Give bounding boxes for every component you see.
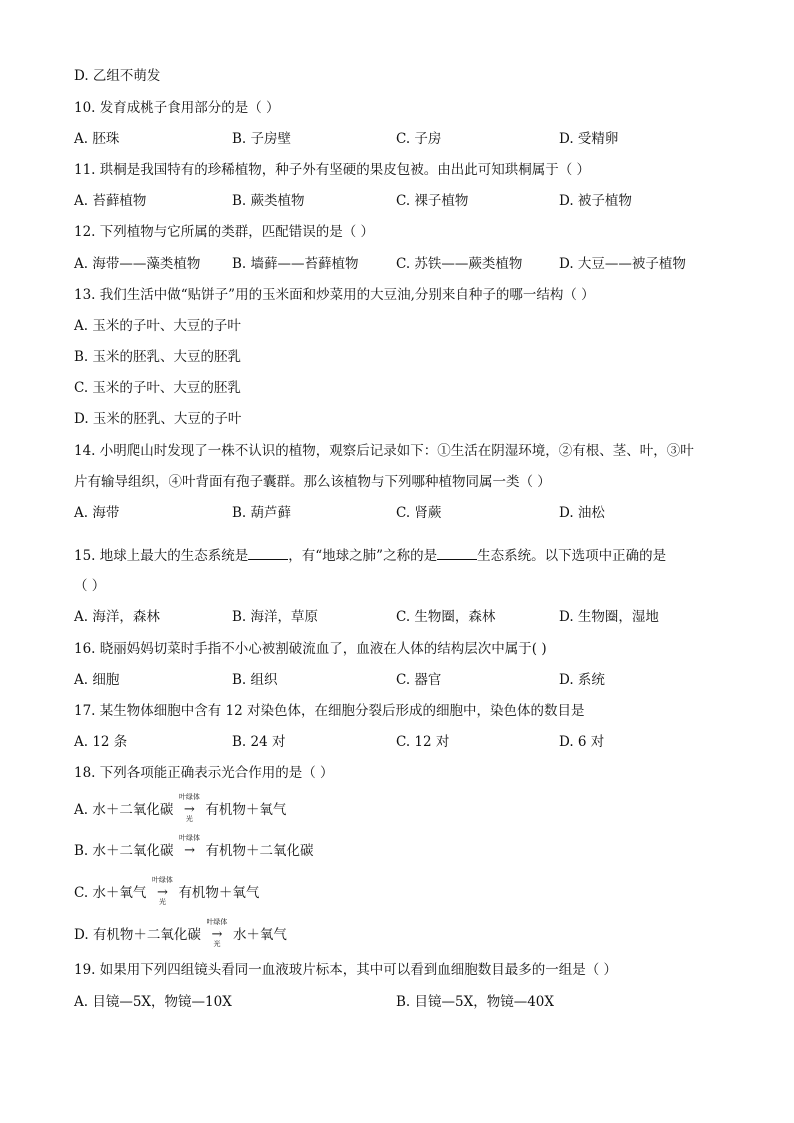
q16-option-c: C. 器官 [396, 672, 442, 688]
q13-option-d: D. 玉米的胚乳、大豆的子叶 [74, 411, 242, 427]
q15-stem-line1 [74, 545, 666, 565]
q18-option-c-label: C. [74, 885, 89, 901]
arrow-bottom-label: 光 [213, 940, 221, 948]
q11-option-a: A. 苔藓植物 [74, 193, 147, 209]
q18-option-d [74, 918, 287, 948]
q15-stem-part-a: 15. 地球上最大的生态系统是 [74, 548, 249, 564]
q18-option-d-reactants: 有机物＋二氧化碳 [92, 927, 201, 943]
q11-option-b: B. 蕨类植物 [232, 193, 305, 209]
q15-stem-part-b: ，有“地球之肺”之称的是 [288, 548, 438, 564]
q18-option-c-products: 有机物＋氧气 [178, 885, 260, 901]
q18-option-b-reactants: 水＋二氧化碳 [92, 843, 174, 859]
q18-option-d-products: 水＋氧气 [232, 927, 287, 943]
arrow-top-label: 叶绿体 [179, 834, 201, 842]
q17-option-a: A. 12 条 [74, 734, 128, 750]
q16-stem: 16. 晓丽妈妈切菜时手指不小心被割破流血了，血液在人体的结构层次中属于( ) [74, 641, 547, 657]
q10-stem: 10. 发育成桃子食用部分的是（ ） [74, 100, 280, 116]
q19-option-b: B. 目镜—5X，物镜—40X [396, 994, 554, 1010]
q18-stem: 18. 下列各项能正确表示光合作用的是（ ） [74, 765, 334, 781]
q17-stem: 17. 某生物体细胞中含有 12 对染色体，在细胞分裂后形成的细胞中，染色体的数目是 [74, 703, 585, 719]
reaction-arrow-icon: 叶绿体 → 光 [147, 883, 177, 903]
q13-option-b: B. 玉米的胚乳、大豆的胚乳 [74, 349, 242, 365]
q14-option-a: A. 海带 [74, 505, 120, 521]
q13-stem: 13. 我们生活中做“贴饼子”用的玉米面和炒菜用的大豆油,分别来自种子的哪一结构（ ） [74, 287, 595, 303]
q18-option-c [74, 876, 260, 906]
q13-option-a: A. 玉米的子叶、大豆的子叶 [74, 318, 241, 334]
q17-option-c: C. 12 对 [396, 734, 450, 750]
q14-stem-line2: 片有输导组织，④叶背面有孢子囊群。那么该植物与下列哪种植物同属一类（ ） [74, 474, 551, 490]
q18-option-b-label: B. [74, 843, 89, 859]
q16-option-a: A. 细胞 [74, 672, 120, 688]
arrow-top-label: 叶绿体 [206, 918, 228, 926]
q11-option-c: C. 裸子植物 [396, 193, 469, 209]
arrow-bottom-label: 光 [158, 898, 166, 906]
q15-option-b: B. 海洋，草原 [232, 609, 319, 625]
q10-option-d: D. 受精卵 [559, 131, 619, 147]
q10-option-b: B. 子房壁 [232, 131, 292, 147]
q14-option-d: D. 油松 [559, 505, 605, 521]
q12-stem: 12. 下列植物与它所属的类群，匹配错误的是（ ） [74, 224, 375, 240]
q18-option-d-label: D. [74, 927, 89, 943]
q14-option-c: C. 肾蕨 [396, 505, 442, 521]
q11-option-d: D. 被子植物 [559, 193, 632, 209]
q15-stem-part-c: 生态系统。以下选项中正确的是 [477, 548, 667, 564]
reaction-arrow-icon: 叶绿体 → [175, 841, 205, 861]
q18-option-a-reactants: 水＋二氧化碳 [92, 802, 174, 818]
q15-option-d: D. 生物圈，湿地 [559, 609, 659, 625]
q15-option-a: A. 海洋，森林 [74, 609, 160, 625]
arrow-top-label: 叶绿体 [151, 876, 173, 884]
q12-option-a: A. 海带——藻类植物 [74, 256, 201, 272]
q18-option-a-label: A. [74, 802, 89, 818]
q16-option-b: B. 组织 [232, 672, 278, 688]
q14-stem-line1: 14. 小明爬山时发现了一株不认识的植物，观察后记录如下：①生活在阴湿环境，②有根、茎、叶，③叶 [74, 443, 694, 459]
q18-option-b-products: 有机物＋二氧化碳 [205, 843, 314, 859]
q10-option-a: A. 胚珠 [74, 131, 120, 147]
answer-blank-1[interactable] [248, 545, 288, 560]
q18-option-a-products: 有机物＋氧气 [205, 802, 287, 818]
q9-option-d: D. 乙组不萌发 [74, 68, 161, 84]
q18-option-a [74, 793, 287, 823]
arrow-top-label: 叶绿体 [178, 793, 200, 801]
q19-option-a: A. 目镜—5X，物镜—10X [74, 994, 232, 1010]
q11-stem: 11. 珙桐是我国特有的珍稀植物，种子外有坚硬的果皮包被。由出此可知珙桐属于（ ） [74, 162, 591, 178]
reaction-arrow-icon: 叶绿体 → 光 [174, 800, 204, 820]
q12-option-d: D. 大豆——被子植物 [559, 256, 686, 272]
q17-option-b: B. 24 对 [232, 734, 286, 750]
arrow-bottom-label: 光 [185, 815, 193, 823]
q13-option-c: C. 玉米的子叶、大豆的胚乳 [74, 380, 241, 396]
q18-option-c-reactants: 水＋氧气 [92, 885, 147, 901]
answer-blank-2[interactable] [437, 545, 477, 560]
q15-stem-line2: （ ） [74, 578, 106, 594]
q16-option-d: D. 系统 [559, 672, 605, 688]
q15-option-c: C. 生物圈，森林 [396, 609, 496, 625]
q17-option-d: D. 6 对 [559, 734, 605, 750]
reaction-arrow-icon: 叶绿体 → 光 [202, 925, 232, 945]
q10-option-c: C. 子房 [396, 131, 442, 147]
q14-option-b: B. 葫芦藓 [232, 505, 292, 521]
q12-option-b: B. 墙藓——苔藓植物 [232, 256, 359, 272]
q19-stem: 19. 如果用下列四组镜头看同一血液玻片标本，其中可以看到血细胞数目最多的一组是（ ） [74, 962, 618, 978]
q12-option-c: C. 苏铁——蕨类植物 [396, 256, 523, 272]
q18-option-b [74, 834, 314, 861]
